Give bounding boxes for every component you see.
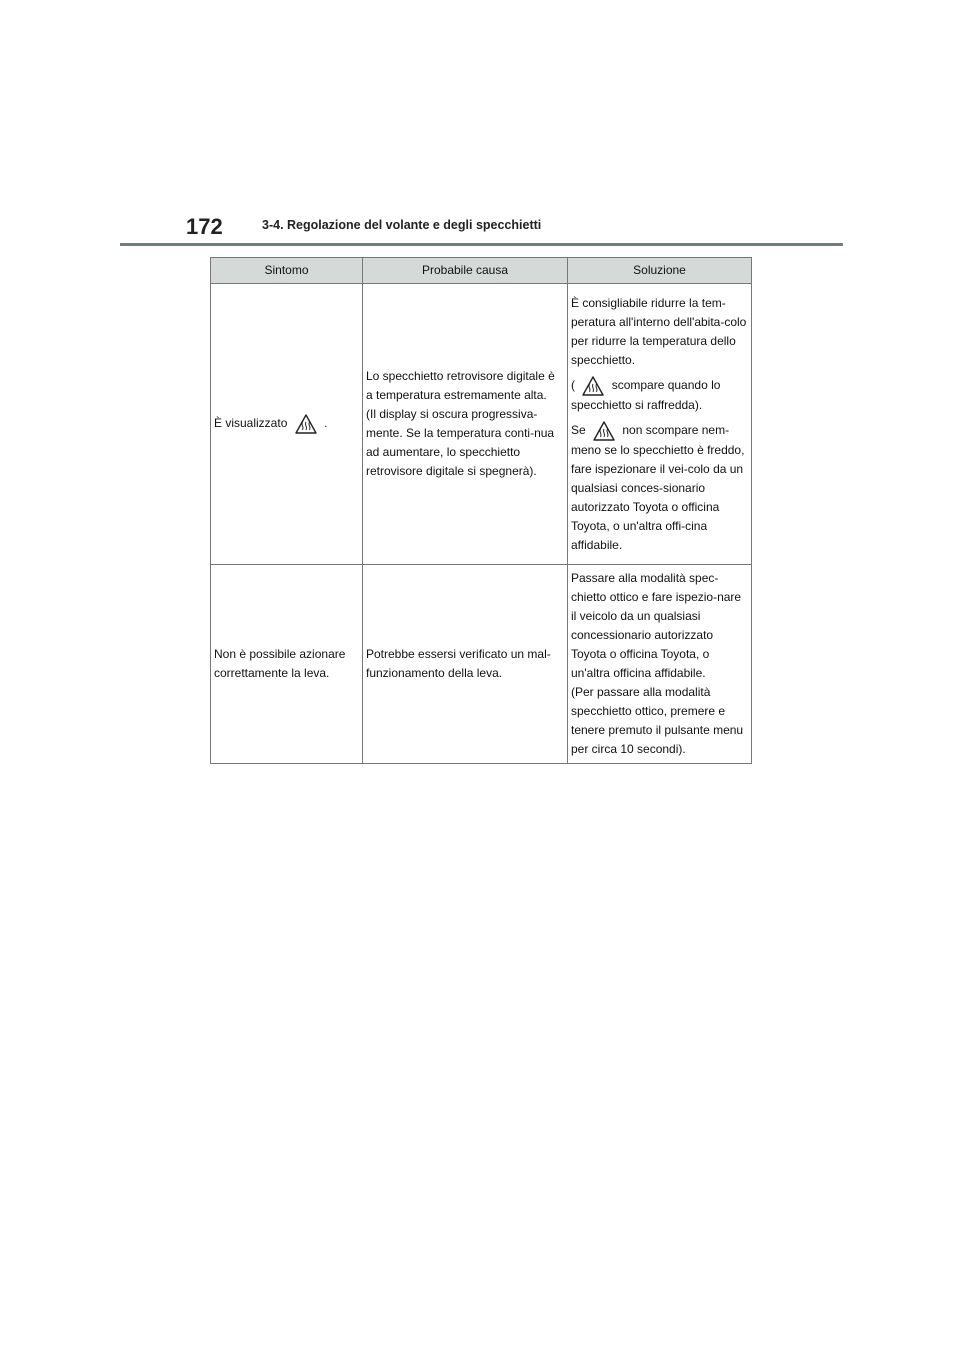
cause-cell <box>363 565 568 764</box>
table-row <box>211 284 752 565</box>
solution-cell <box>568 565 752 764</box>
table-row <box>211 565 752 764</box>
hot-temperature-warning-icon <box>582 376 604 396</box>
symptom-text: È visualizzato <box>214 416 288 431</box>
solution-note: (Per passare alla modalità specchietto ottico, premere e tenere premuto il pulsante menu per circa 10 secondi). <box>571 685 744 756</box>
hot-temperature-warning-icon <box>593 421 615 441</box>
symptom-cell <box>211 284 363 565</box>
cause-note: (Il display si oscura progressiva-mente. Se la temperatura conti-nua ad aumentare, lo specchietto retrovisore digitale si spegnerà). <box>366 407 555 478</box>
column-header-symptom: Sintomo <box>211 258 363 284</box>
solution-advice-end: non scompare nem-meno se lo specchietto è freddo, fare ispezionare il vei-colo da un qualsiasi conces-sionario autorizzato Toyota o officina Toyota, o un'altra offi-cina affidabile. <box>571 422 745 552</box>
symptom-text: Non è possibile azionare correttamente la leva. <box>214 647 346 680</box>
hot-temperature-warning-icon <box>295 414 317 434</box>
page-number: 172 <box>186 214 223 239</box>
header-divider <box>120 243 843 246</box>
cause-text: Lo specchietto retrovisore digitale è a temperatura estremamente alta. <box>366 369 555 402</box>
solution-text: Passare alla modalità spec-chietto ottico e fare ispezio-nare il veicolo da un qualsiasi concessionario autorizzato Toyota o officina Toyota, o un'altra officina affidabile. <box>571 571 742 680</box>
solution-text: È consigliabile ridurre la tem-peratura all'interno dell'abita-colo per ridurre la temperatura dello specchietto. <box>571 295 747 367</box>
cause-cell <box>363 284 568 565</box>
column-header-cause: Probabile causa <box>363 258 568 284</box>
troubleshooting-table <box>210 257 752 764</box>
solution-note-start: ( <box>571 377 575 392</box>
cause-text: Potrebbe essersi verificato un mal-funzionamento della leva. <box>366 647 551 680</box>
solution-cell <box>568 284 752 565</box>
section-title: 3-4. Regolazione del volante e degli specchietti <box>262 218 542 232</box>
solution-advice <box>571 421 748 555</box>
symptom-cell <box>211 565 363 764</box>
column-header-solution: Soluzione <box>568 258 752 284</box>
symptom-text-end: . <box>324 416 328 431</box>
solution-advice-start: Se <box>571 422 586 437</box>
table-header-row <box>211 258 752 284</box>
solution-note-end: scompare quando lo specchietto si raffredda). <box>571 377 721 412</box>
solution-note <box>571 376 748 415</box>
